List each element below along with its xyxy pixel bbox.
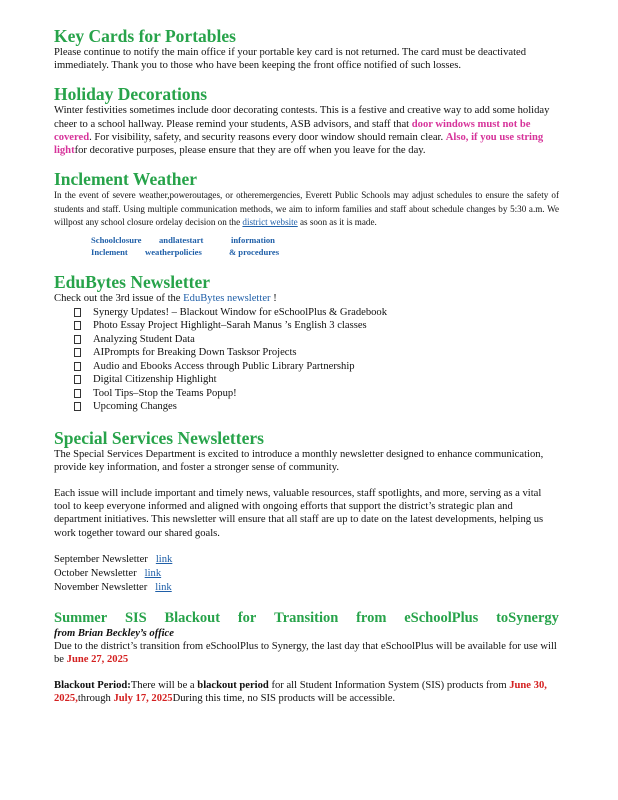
holiday-highlight-2: Also, if you use string light bbox=[54, 131, 544, 157]
bullet-icon bbox=[74, 389, 81, 398]
edubytes-section bbox=[54, 272, 559, 413]
list-item bbox=[74, 400, 559, 414]
october-newsletter-link[interactable]: link bbox=[144, 567, 162, 579]
bullet-icon bbox=[74, 335, 81, 344]
inclement-link[interactable]: Inclement bbox=[91, 247, 128, 258]
list-item-text: AIPrompts for Breaking Down Tasksor Projects bbox=[93, 347, 297, 359]
heading-word: Summer bbox=[54, 609, 108, 626]
key-cards-heading: Key Cards for Portables bbox=[54, 26, 236, 46]
summer-heading bbox=[54, 609, 559, 627]
newsletter-label: November Newsletter bbox=[54, 581, 148, 593]
newsletter-label: September Newsletter bbox=[54, 553, 148, 565]
holiday-text-2: . For visibility, safety, and security reasons every door window should remain clear. bbox=[89, 131, 446, 143]
holiday-highlight-1: door windows must not be covered bbox=[54, 118, 531, 143]
list-item bbox=[74, 306, 559, 320]
november-newsletter-link[interactable]: link bbox=[155, 581, 172, 593]
weather-text-1: In the event of severe weather,poweroutages, or otheremergencies, Everett Public Schools may adjust schedules to ensure the safety of students and staff. Using multiple communication methods, we aim to inform families and staff about schedule changes by 5:30 a.m. We willpost any school closure ordelay decision on the bbox=[54, 190, 559, 228]
blackout-bold: blackout period bbox=[197, 680, 269, 692]
weather-links bbox=[91, 234, 559, 258]
special-services-section bbox=[54, 428, 559, 595]
heading-word: from bbox=[356, 609, 387, 626]
blackout-text-4: During this time, no SIS products will be accessible. bbox=[172, 693, 396, 705]
blackout-label: Blackout Period: bbox=[54, 680, 131, 692]
list-item bbox=[74, 319, 559, 333]
blackout-text-3: through bbox=[77, 693, 114, 705]
september-newsletter-link[interactable]: link bbox=[155, 553, 173, 565]
procedures-link[interactable]: & procedures bbox=[229, 247, 280, 258]
information-link[interactable]: information bbox=[231, 235, 275, 246]
edubytes-newsletter-link[interactable]: EduBytes newsletter bbox=[183, 293, 271, 305]
summer-from: from Brian Beckley’s office bbox=[54, 627, 174, 639]
special-para-1: The Special Services Department is excited to introduce a monthly newsletter designed to enhance communication, provide key information, and foster a stronger sense of community. bbox=[54, 448, 544, 473]
list-item bbox=[74, 387, 559, 401]
weather-section bbox=[54, 169, 559, 258]
key-cards-body: Please continue to notify the main office if your portable key card is not returned. The card must be deactivated immediately. Thank you to those who have been keeping the front office notified of such losses. bbox=[54, 47, 527, 72]
bullet-icon bbox=[74, 375, 81, 384]
bullet-icon bbox=[74, 348, 81, 357]
special-services-heading: Special Services Newsletters bbox=[54, 427, 264, 448]
list-item bbox=[74, 333, 559, 347]
holiday-heading: Holiday Decorations bbox=[54, 84, 208, 105]
holiday-text-1: Winter festivities sometimes include door decorating contests. This is a festive and creative way to add some holiday cheer to a school hallway. Please remind your students, ASB advisors, and staff that bbox=[54, 105, 550, 130]
blackout-text-2: for all Student Information System (SIS) products from bbox=[268, 680, 510, 692]
list-item-text: Upcoming Changes bbox=[93, 401, 177, 413]
holiday-body bbox=[54, 104, 559, 157]
edubytes-intro bbox=[54, 292, 559, 305]
school-closure-link[interactable]: Schoolclosure bbox=[91, 235, 142, 246]
summer-body bbox=[54, 640, 559, 666]
heading-word: for bbox=[237, 609, 257, 626]
list-item-text: Audio and Ebooks Access through Public Library Partnership bbox=[93, 360, 355, 372]
blackout-start-date: June 30, 2025, bbox=[54, 680, 547, 705]
heading-word: eSchoolPlus bbox=[404, 609, 479, 626]
weather-body bbox=[54, 189, 559, 229]
late-start-link[interactable]: andlatestart bbox=[159, 235, 204, 246]
newsletter-page bbox=[54, 26, 559, 706]
blackout-paragraph bbox=[54, 679, 559, 705]
newsletter-row bbox=[54, 581, 559, 595]
district-website-link[interactable]: district website bbox=[242, 217, 298, 228]
edubytes-list bbox=[54, 306, 559, 414]
bullet-icon bbox=[74, 362, 81, 371]
bullet-icon bbox=[74, 402, 81, 411]
blackout-text-1: There will be a bbox=[130, 680, 198, 692]
special-para-2: Each issue will include important and timely news, valuable resources, staff spotlights, and more, serving as a vital tool to keep everyone informed and aligned with ongoing efforts that support the district’s strategic plan and department initiatives. This newsletter will ensure that all staff are up to date on the latest developments, helping us work together toward our shared goals. bbox=[54, 488, 544, 539]
heading-word: Blackout bbox=[164, 609, 221, 626]
weather-policies-link[interactable]: weatherpolicies bbox=[145, 247, 202, 258]
newsletter-row bbox=[54, 553, 559, 567]
holiday-text-3: for decorative purposes, please ensure that they are off when you leave for the day. bbox=[74, 145, 426, 157]
summer-section bbox=[54, 609, 559, 706]
bullet-icon bbox=[74, 321, 81, 330]
weather-heading: Inclement Weather bbox=[54, 169, 198, 190]
weather-links-row-2 bbox=[91, 246, 559, 258]
heading-word: SIS bbox=[124, 609, 147, 626]
list-item-text: Analyzing Student Data bbox=[93, 333, 195, 345]
newsletter-row bbox=[54, 567, 559, 581]
blackout-end-date: July 17, 2025 bbox=[113, 693, 173, 705]
holiday-section bbox=[54, 84, 559, 157]
edubytes-heading: EduBytes Newsletter bbox=[54, 272, 211, 293]
list-item-text: Synergy Updates! – Blackout Window for eSchoolPlus & Gradebook bbox=[93, 306, 388, 318]
summer-body-text: Due to the district’s transition from eSchoolPlus to Synergy, the last day that eSchoolPlus will be available for use will be bbox=[54, 640, 557, 666]
edubytes-intro-end: ! bbox=[270, 293, 277, 305]
bullet-icon bbox=[74, 308, 81, 317]
list-item bbox=[74, 346, 559, 360]
key-cards-section bbox=[54, 26, 559, 72]
last-day-date: June 27, 2025 bbox=[66, 654, 129, 666]
edubytes-intro-text: Check out the 3rd issue of the bbox=[54, 293, 184, 305]
list-item-text: Photo Essay Project Highlight–Sarah Manus ’s English 3 classes bbox=[93, 320, 367, 332]
heading-word: toSynergy bbox=[496, 609, 559, 626]
list-item-text: Tool Tips–Stop the Teams Popup! bbox=[93, 387, 237, 399]
list-item bbox=[74, 373, 559, 387]
heading-word: Transition bbox=[274, 609, 339, 626]
list-item bbox=[74, 360, 559, 374]
list-item-text: Digital Citizenship Highlight bbox=[93, 374, 217, 386]
newsletter-label: October Newsletter bbox=[54, 567, 137, 579]
weather-text-2: as soon as it is made. bbox=[297, 217, 377, 228]
weather-links-row-1 bbox=[91, 234, 559, 246]
